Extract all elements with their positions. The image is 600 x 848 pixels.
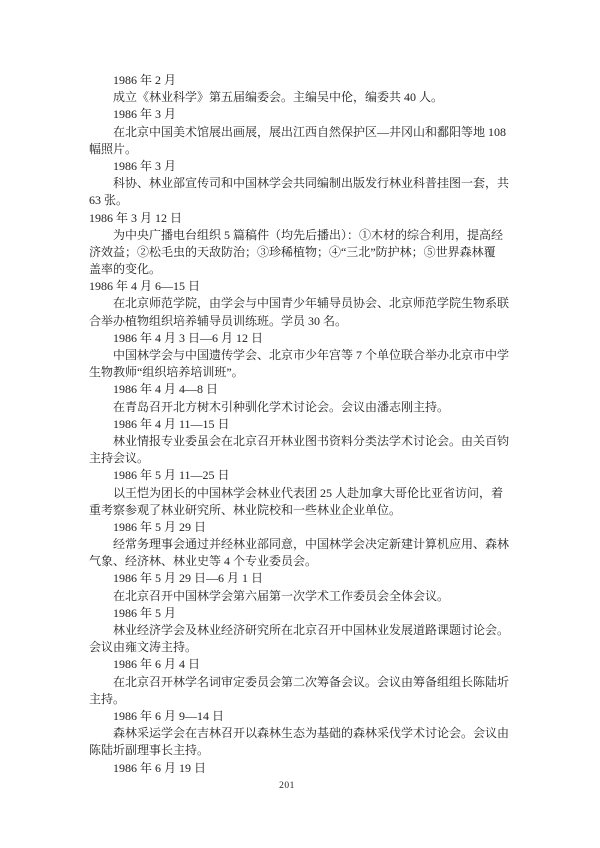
text-line: 为中央广播电台组织 5 篇稿件（均先后播出）：①木材的综合利用，提高经 [113,227,504,242]
text-line: 1986 年 5 月 11—25 日 [113,468,230,483]
text-line: 主持。 [89,691,126,706]
text-line: 森林采运学会在吉林召开以森林生态为基础的森林采伐学术讨论会。会议由 [113,726,510,741]
text-line: 1986 年 2 月 [113,73,177,87]
page-body [89,72,519,777]
text-line: 重考察参观了林业研究所、林业院校和一些林业企业单位。 [89,502,402,517]
text-line: 在青岛召开北方树木引种驯化学术讨论会。会议由潘志刚主持。 [113,399,450,414]
text-line: 1986 年 6 月 19 日 [113,760,207,775]
text-line: 盖率的变化。 [89,262,162,277]
text-line: 在北京中国美术馆展出画展，展出江西自然保护区—井冈山和鄱阳等地 108 [113,124,507,139]
text-line: 经常务理事会通过并经林业部同意，中国林学会决定新建计算机应用、森林 [113,537,510,552]
text-line: 以王恺为团长的中国林学会林业代表团 25 人赴加拿大哥伦比亚省访问，着 [113,485,504,500]
text-line: 在北京师范学院，由学会与中国青少年辅导员协会、北京师范学院生物系联 [113,296,510,311]
text-line: 1986 年 5 月 29 日—6 月 1 日 [113,571,264,586]
text-line: 1986 年 4 月 3 日—6 月 12 日 [113,330,264,345]
page-number: 201 [279,781,295,791]
text-line: 1986 年 6 月 9—14 日 [113,708,225,723]
text-line: 陈陆圻副理事长主持。 [89,743,210,758]
text-line: 济效益；②松毛虫的天敌防治；③珍稀植物；④“三北”防护林；⑤世界森林覆 [89,244,496,259]
text-line: 1986 年 4 月 6—15 日 [89,279,201,294]
text-line: 1986 年 3 月 [113,107,177,122]
text-line: 1986 年 3 月 [113,158,177,173]
text-line: 气象、经济林、林业史等 4 个专业委员会。 [89,554,318,569]
text-line: 在北京召开中国林学会第六届第一次学术工作委员会全体会议。 [113,588,450,603]
text-line: 合举办植物组织培养辅导员训练班。学员 30 名。 [89,313,348,328]
text-line: 成立《林业科学》第五届编委会。主编吴中伦，编委共 40 人。 [113,90,444,105]
text-line: 幅照片。 [89,141,138,156]
text-line: 在北京召开林学名词审定委员会第二次筹备会议。会议由筹备组组长陈陆圻 [113,674,510,689]
text-line: 1986 年 4 月 4—8 日 [113,382,219,397]
text-line: 1986 年 6 月 4 日 [113,657,201,672]
text-line: 会议由雍文涛主持。 [89,640,198,655]
text-line: 科协、林业部宣传司和中国林学会共同编制出版发行林业科普挂图一套，共 [113,176,510,191]
text-line: 林业经济学会及林业经济研究所在北京召开中国林业发展道路课题讨论会。 [113,623,510,637]
text-line: 林业情报专业委虽会在北京召开林业图书资料分类法学术讨论会。由关百钧 [113,433,510,448]
text-line: 1986 年 4 月 11—15 日 [113,416,230,431]
text-line: 1986 年 5 月 [113,605,177,620]
text-line: 生物教师“组织培养培训班”。 [89,365,244,380]
text-line: 63 张。 [89,193,129,208]
text-line: 中国林学会与中国遗传学会、北京市少年宫等 7 个单位联合举办北京市中学 [113,348,510,362]
text-line: 主持会议。 [89,451,150,466]
text-line: 1986 年 3 月 12 日 [89,210,183,225]
text-line: 1986 年 5 月 29 日 [113,519,207,534]
